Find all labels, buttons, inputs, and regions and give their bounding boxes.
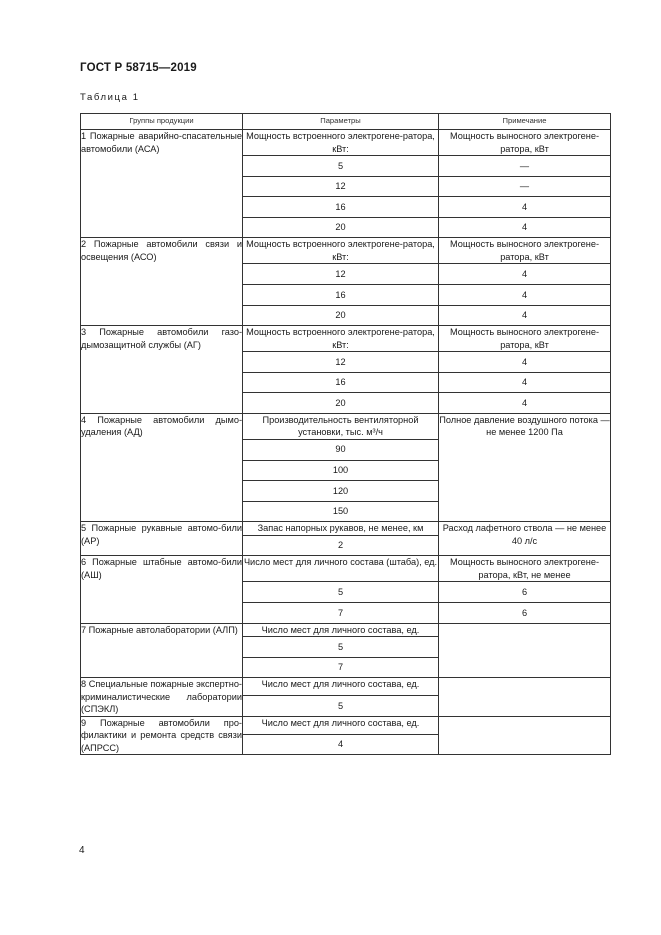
product-group-name: 7 Пожарные автолаборатории (АЛП)	[81, 624, 238, 635]
parameter-heading: Мощность встроенного электрогене-ратора, кВт:	[243, 326, 439, 352]
note-value: —	[439, 176, 611, 197]
table-row	[81, 413, 611, 439]
parameter-heading: Производительность вентиляторной установки, тыс. м³/ч	[243, 413, 439, 439]
table-row	[81, 238, 611, 264]
parameter-value: 12	[243, 176, 439, 197]
table-header-row	[81, 114, 611, 130]
parameter-value: 20	[243, 305, 439, 326]
note-heading: Полное давление воздушного потока — не менее 1200 Па	[439, 413, 611, 521]
parameter-value: 90	[243, 439, 439, 460]
note-value: 6	[439, 582, 611, 603]
note-heading: Мощность выносного электрогене-ратора, кВт	[439, 238, 611, 264]
table-row	[81, 623, 611, 637]
note-heading	[439, 623, 611, 678]
parameter-value: 7	[243, 657, 439, 678]
parameter-value: 4	[243, 734, 439, 755]
column-header-parameters: Параметры	[243, 114, 439, 130]
note-value: 4	[439, 305, 611, 326]
product-group-name: 2 Пожарные автомобили связи и освещения (АСО)	[81, 239, 242, 262]
standard-title: ГОСТ Р 58715—2019	[80, 62, 197, 74]
note-heading	[439, 716, 611, 755]
note-value: 4	[439, 217, 611, 238]
product-group-name: 6 Пожарные штабные автомо-били (АШ)	[81, 557, 242, 580]
product-group-name: 8 Специальные пожарные экспертно-криминалистические лаборатории (СПЭКЛ)	[81, 679, 242, 715]
parameter-heading: Число мест для личного состава, ед.	[243, 623, 439, 637]
parameter-value: 5	[243, 582, 439, 603]
note-value: 4	[439, 372, 611, 393]
parameter-heading: Мощность встроенного электрогене-ратора, кВт:	[243, 130, 439, 156]
product-group-cell	[81, 326, 243, 414]
parameter-value: 12	[243, 264, 439, 285]
column-header-notes: Примечание	[439, 114, 611, 130]
table-row	[81, 678, 611, 696]
parameter-value: 12	[243, 352, 439, 373]
parameter-value: 2	[243, 535, 439, 556]
parameter-value: 20	[243, 393, 439, 414]
product-group-cell	[81, 716, 243, 755]
parameter-value: 16	[243, 372, 439, 393]
table-row	[81, 556, 611, 582]
parameter-heading: Число мест для личного состава, ед.	[243, 716, 439, 734]
product-group-name: 5 Пожарные рукавные автомо-били (АР)	[81, 523, 242, 546]
product-group-name: 9 Пожарные автомобили про-филактики и ремонта средств связи (АПРСС)	[81, 717, 242, 753]
product-group-cell	[81, 130, 243, 238]
parameter-heading: Число мест для личного состава (штаба), ед.	[243, 556, 439, 582]
product-group-name: 4 Пожарные автомобили дымо-удаления (АД)	[81, 414, 242, 438]
note-heading: Мощность выносного электрогене-ратора, кВт, не менее	[439, 556, 611, 582]
product-group-cell	[81, 413, 243, 521]
table-row	[81, 716, 611, 734]
parameter-value: 5	[243, 696, 439, 717]
parameter-value: 120	[243, 481, 439, 502]
parameter-value: 20	[243, 217, 439, 238]
parameter-value: 150	[243, 501, 439, 522]
table-row	[81, 522, 611, 536]
table-body	[81, 130, 611, 755]
note-value: 4	[439, 197, 611, 218]
parameter-heading: Мощность встроенного электрогене-ратора, кВт:	[243, 238, 439, 264]
parameter-value: 16	[243, 284, 439, 305]
table-caption: Таблица 1	[80, 92, 140, 103]
note-value: 6	[439, 603, 611, 624]
product-group-cell	[81, 678, 243, 717]
page-number: 4	[79, 845, 85, 856]
product-group-cell	[81, 556, 243, 623]
table-row	[81, 326, 611, 352]
note-heading	[439, 678, 611, 717]
note-heading: Мощность выносного электрогене-ратора, кВт	[439, 326, 611, 352]
note-value: 4	[439, 393, 611, 414]
parameter-heading: Число мест для личного состава, ед.	[243, 678, 439, 696]
product-group-cell	[81, 522, 243, 556]
note-value: —	[439, 156, 611, 177]
parameter-value: 7	[243, 603, 439, 624]
parameter-value: 5	[243, 637, 439, 658]
product-group-name: 1 Пожарные аварийно-спасательные автомобили (АСА)	[81, 131, 242, 154]
product-groups-table	[80, 113, 611, 755]
product-group-name: 3 Пожарные автомобили газо-дымозащитной службы (АГ)	[81, 327, 242, 350]
parameter-value: 100	[243, 460, 439, 481]
note-value: 4	[439, 284, 611, 305]
parameter-heading: Запас напорных рукавов, не менее, км	[243, 522, 439, 536]
note-value: 4	[439, 352, 611, 373]
table-row	[81, 130, 611, 156]
parameter-value: 16	[243, 197, 439, 218]
parameter-value: 5	[243, 156, 439, 177]
column-header-groups: Группы продукции	[81, 114, 243, 130]
note-heading: Расход лафетного ствола — не менее 40 л/с	[439, 522, 611, 556]
note-value: 4	[439, 264, 611, 285]
product-group-cell	[81, 238, 243, 326]
product-group-cell	[81, 623, 243, 678]
note-heading: Мощность выносного электрогене-ратора, кВт	[439, 130, 611, 156]
